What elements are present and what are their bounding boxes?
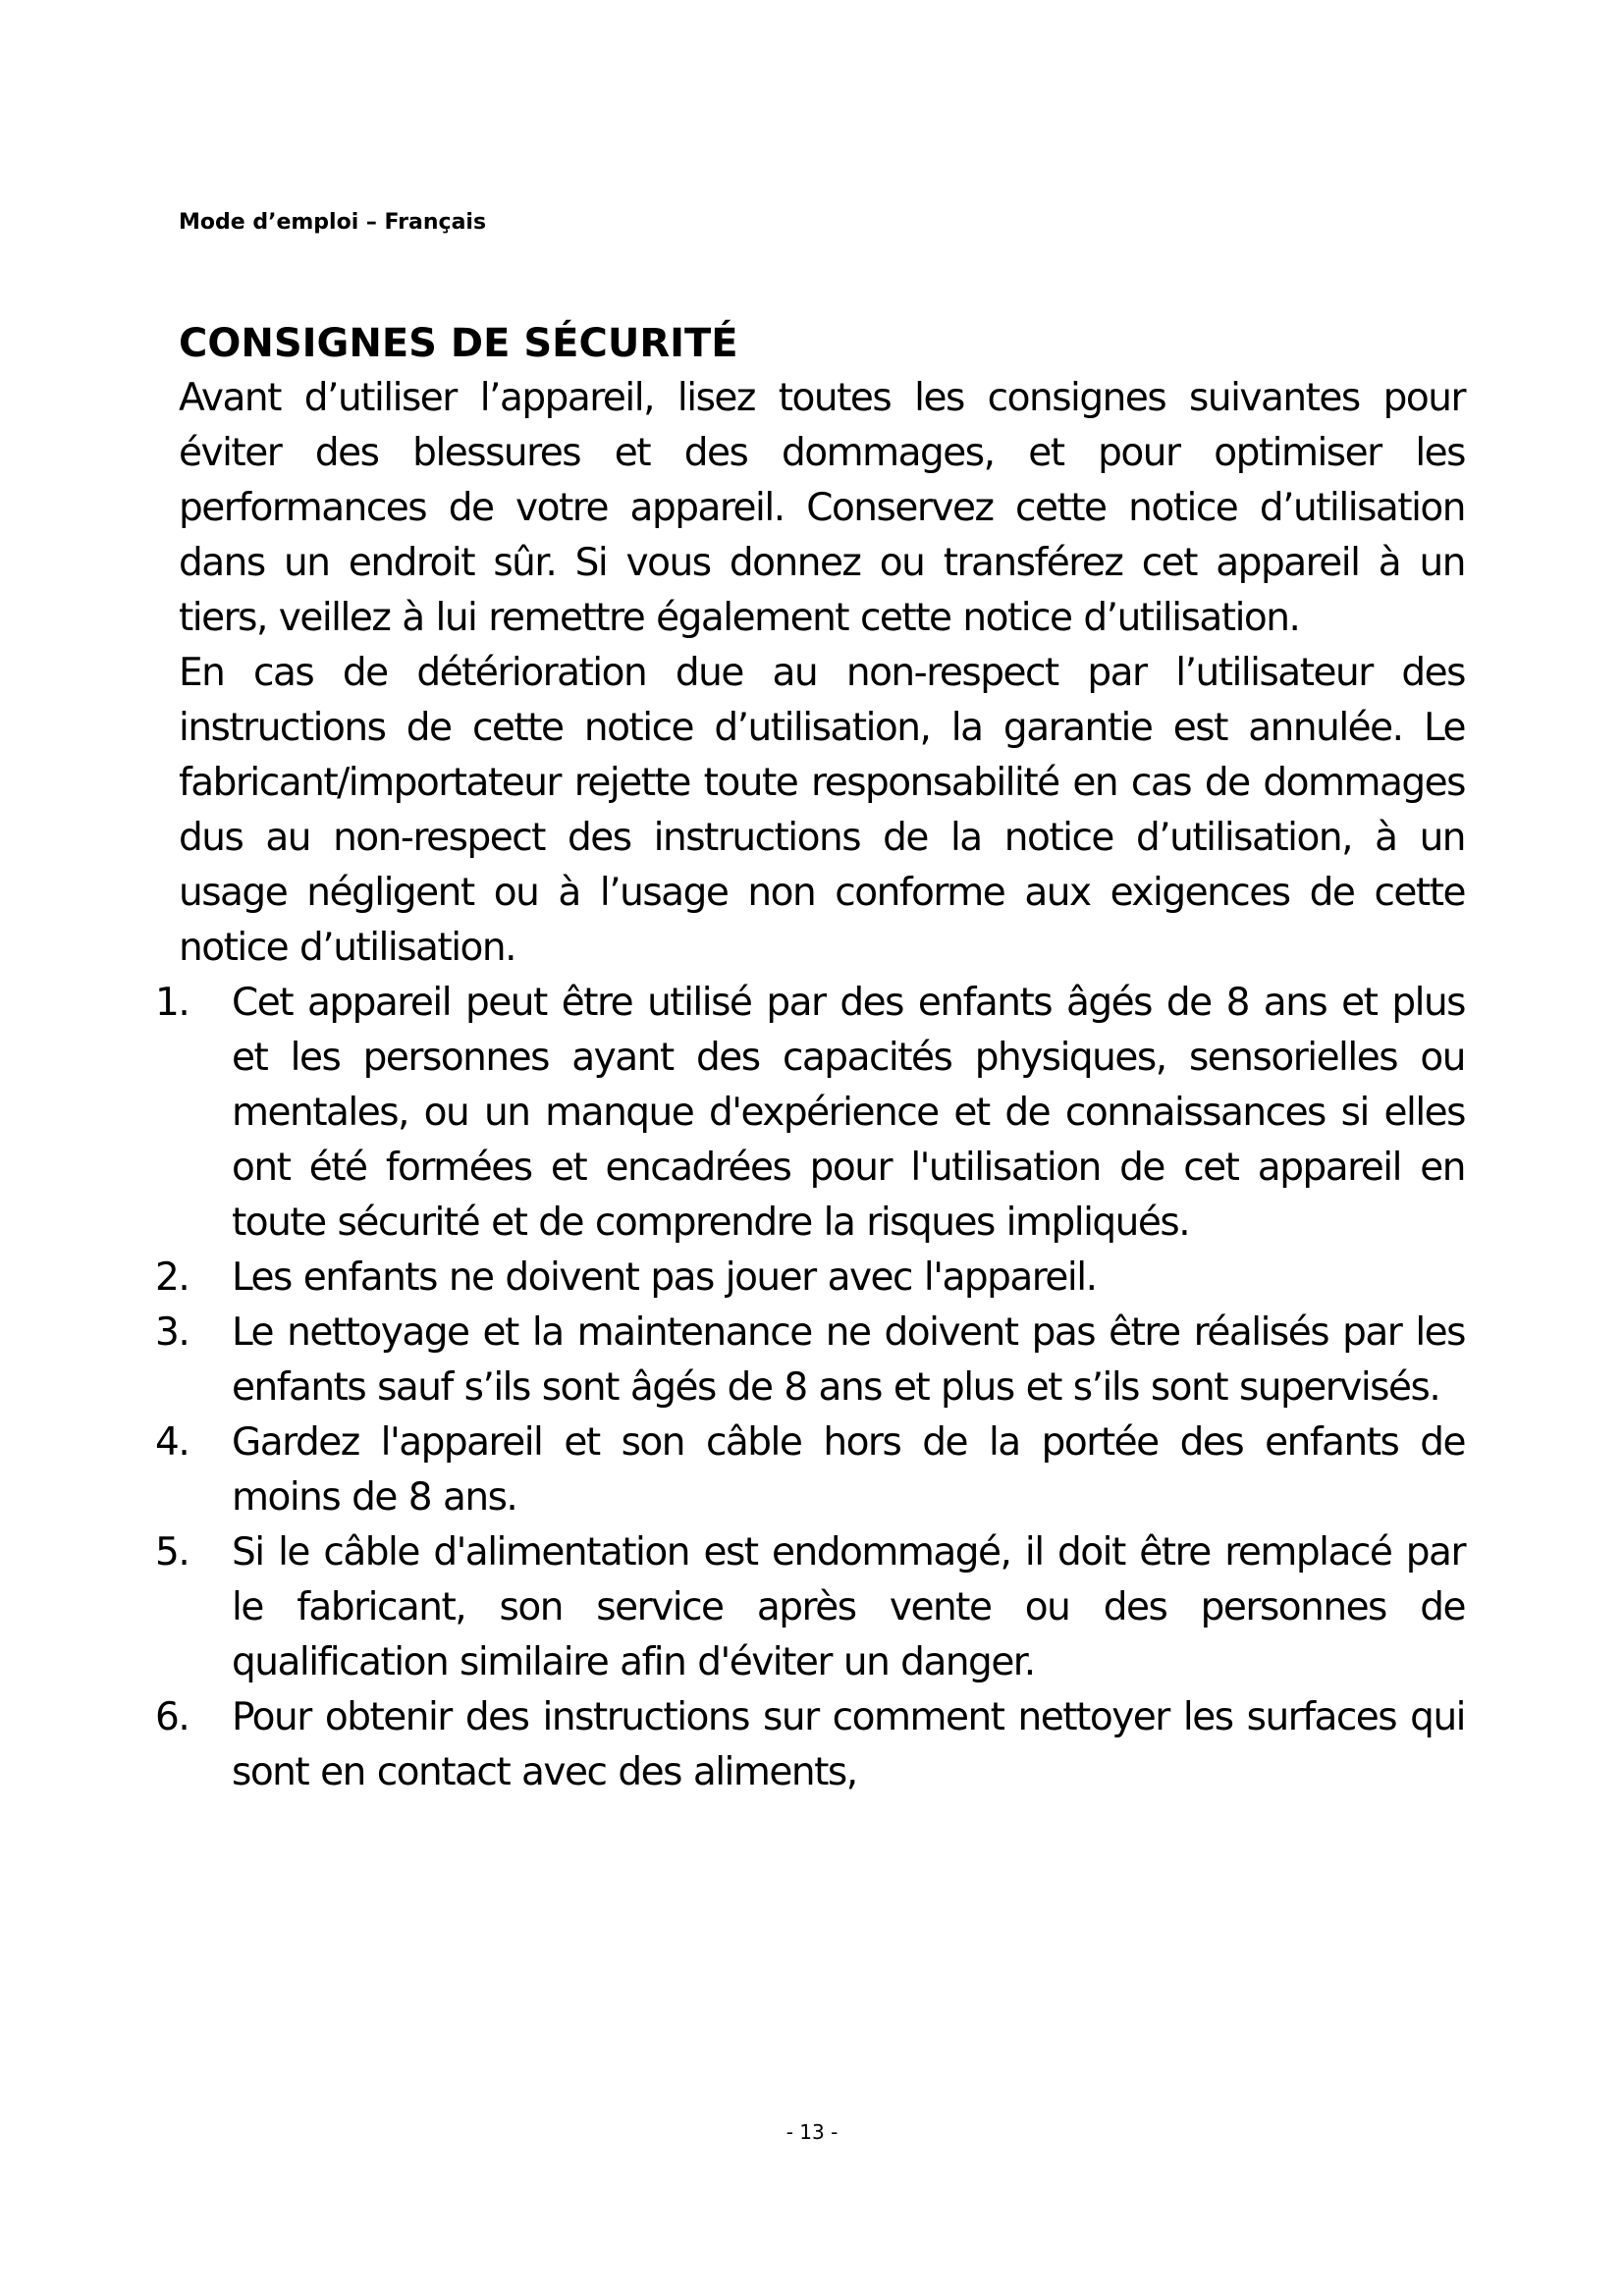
list-item — [155, 1415, 1465, 1525]
list-item-text: Pour obtenir des instructions sur comment nettoyer les surfaces qui sont en contact avec des aliments, — [232, 1695, 1465, 1794]
list-item-text: Les enfants ne doivent pas jouer avec l'appareil. — [232, 1255, 1097, 1300]
warranty-paragraph: En cas de détérioration due au non-respect par l’utilisateur des instructions de cette notice d’utilisation, la garantie est annulée. Le fabricant/importateur rejette toute responsabilité en cas de dommages dus au non-respect des instructions de la notice d’utilisation, à un usage négligent ou à l’usage non conforme aux exigences de cette notice d’utilisation. — [179, 651, 1465, 970]
list-item — [155, 1306, 1465, 1415]
list-item-text: Le nettoyage et la maintenance ne doivent pas être réalisés par les enfants sauf s’ils sont âgés de 8 ans et plus et s’ils sont supervisés. — [232, 1310, 1465, 1410]
list-item-number: 3. — [155, 1310, 189, 1355]
list-item — [155, 1251, 1465, 1306]
list-item — [155, 1690, 1465, 1800]
list-item-number: 5. — [155, 1530, 189, 1575]
list-item — [155, 976, 1465, 1251]
list-item-number: 4. — [155, 1420, 189, 1465]
safety-instructions-list — [155, 976, 1465, 1800]
list-item-text: Si le câble d'alimentation est endommagé, il doit être remplacé par le fabricant, son service après vente ou des personnes de qualification similaire afin d'éviter un danger. — [232, 1530, 1465, 1684]
page-number: - 13 - — [785, 2120, 839, 2144]
list-item-number: 6. — [155, 1695, 189, 1739]
list-item-number: 1. — [155, 981, 189, 1025]
section-title: CONSIGNES DE SÉCURITÉ — [179, 321, 738, 366]
list-item — [155, 1525, 1465, 1690]
intro-paragraph: Avant d’utiliser l’appareil, lisez toutes les consignes suivantes pour éviter des blessures et des dommages, et pour optimiser les performances de votre appareil. Conservez cette notice d’utilisation dans un endroit sûr. Si vous donnez ou transférez cet appareil à un tiers, veillez à lui remettre également cette notice d’utilisation. — [179, 376, 1465, 640]
page-header: Mode d’emploi – Français — [179, 210, 487, 235]
safety-section — [155, 316, 1465, 1800]
list-item-text: Gardez l'appareil et son câble hors de la portée des enfants de moins de 8 ans. — [232, 1420, 1465, 1520]
list-item-number: 2. — [155, 1255, 189, 1300]
list-item-text: Cet appareil peut être utilisé par des enfants âgés de 8 ans et plus et les personnes ayant des capacités physiques, sensorielles ou mentales, ou un manque d'expérience et de connaissances si elles ont été formées et encadrées pour l'utilisation de cet appareil en toute sécurité et de comprendre la risques impliqués. — [232, 981, 1465, 1245]
